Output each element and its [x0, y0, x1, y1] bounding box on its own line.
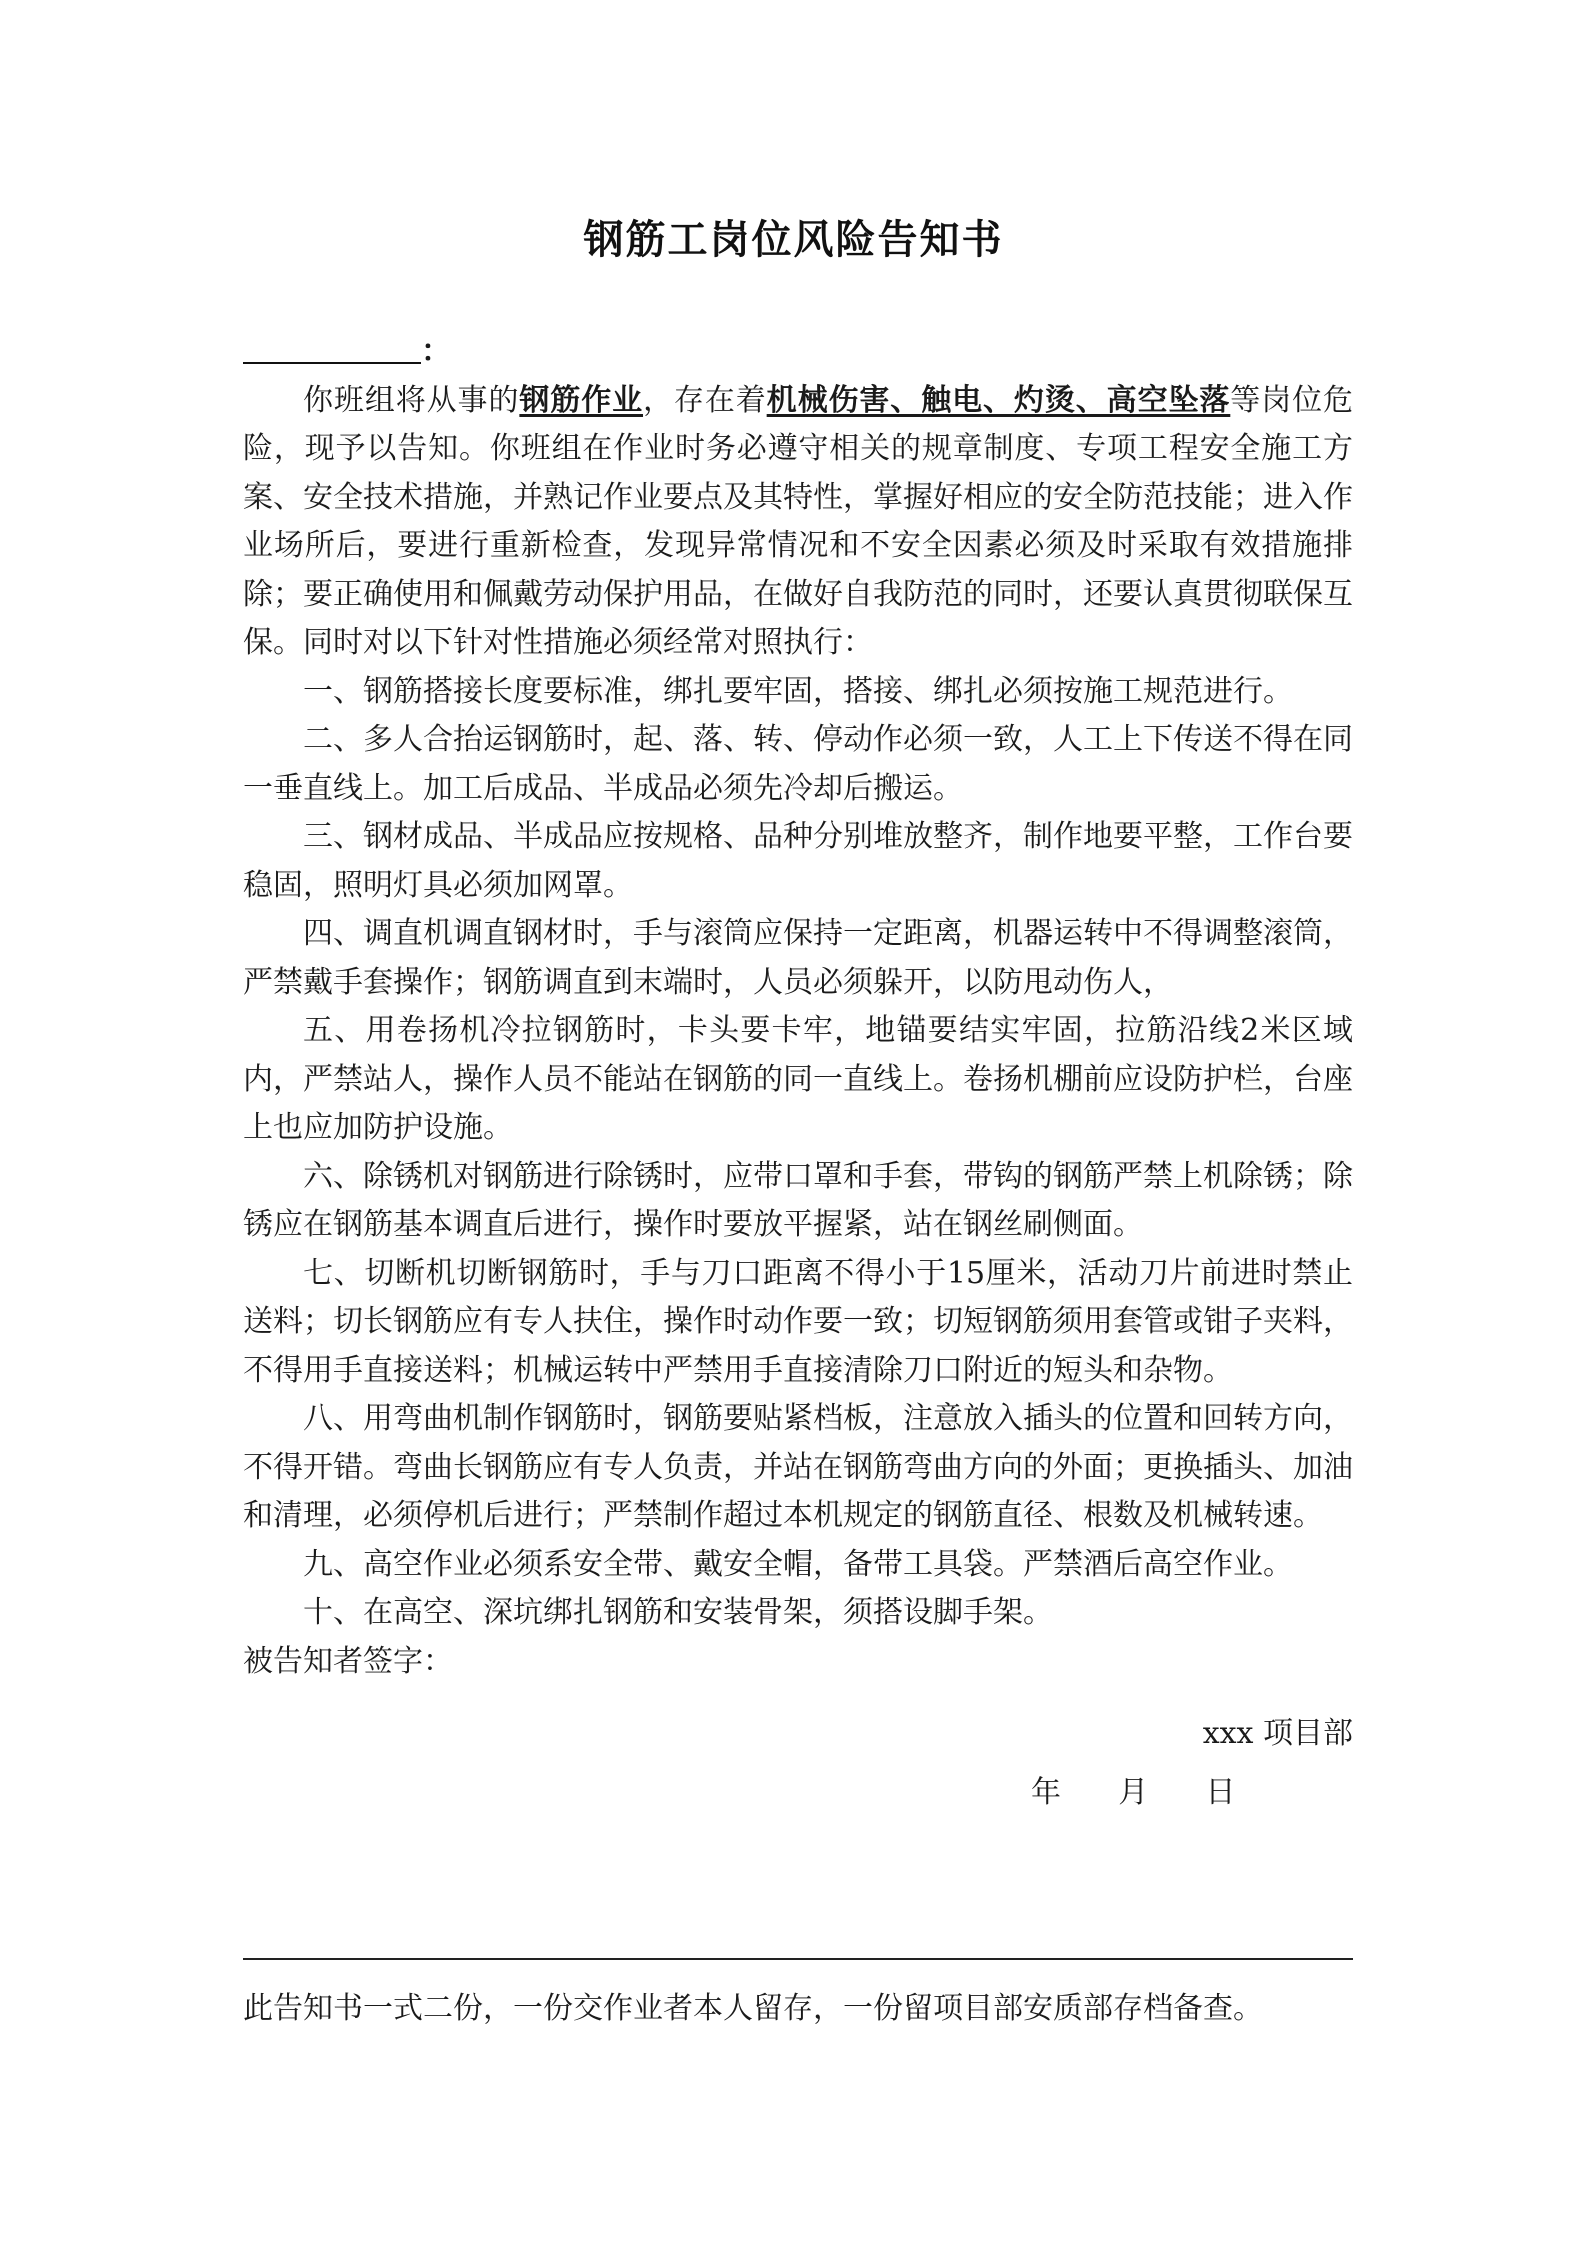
- signature-label: 被告知者签字：: [243, 1643, 453, 1679]
- date-month: 月: [1118, 1774, 1149, 1810]
- measure-item-1: 一、钢筋搭接长度要标准，绑扎要牢固，搭接、绑扎必须按施工规范进行。: [303, 673, 1293, 709]
- intro-text-3: 等岗位危险，现予以告知。你班组在作业时务必遵守相关的规章制度、专项工程安全施工方案、安全技术措施，并熟记作业要点及其特性，掌握好相应的安全防范技能；进入作业场所后，要进行重新检查，发现异常情况和不安全因素必须及时采取有效措施排除；要正确使用和佩戴劳动保护用品，在做好自我防范的同时，还要认真贯彻联保互保。同时对以下针对性措施必须经常对照执行：: [243, 382, 1354, 660]
- addressee-line: [243, 328, 1353, 377]
- hazards-highlight: 机械伤害、触电、灼烫、高空坠落: [766, 382, 1231, 418]
- measure-item-4: 四、调直机调直钢材时，手与滚筒应保持一定距离，机器运转中不得调整滚筒，严禁戴手套操作；钢筋调直到末端时，人员必须躲开，以防甩动伤人，: [243, 916, 1353, 1000]
- measure-item-10: 十、在高空、深坑绑扎钢筋和安装骨架，须搭设脚手架。: [303, 1595, 1053, 1630]
- measure-item-7: 七、切断机切断钢筋时，手与刀口距离不得小于15厘米，活动刀片前进时禁止送料；切长钢筋应有专人扶住，操作时动作要一致；切短钢筋须用套管或钳子夹料，不得用手直接送料；机械运转中严禁用手直接清除刀口附近的短头和杂物。: [243, 1255, 1353, 1388]
- measure-item-6: 六、除锈机对钢筋进行除锈时，应带口罩和手套，带钩的钢筋严禁上机除锈；除锈应在钢筋基本调直后进行，操作时要放平握紧，站在钢丝刷侧面。: [243, 1158, 1353, 1242]
- addressee-colon: ：: [421, 334, 451, 369]
- addressee-blank: [243, 328, 421, 364]
- intro-paragraph: [243, 377, 1353, 668]
- measure-item-9: 九、高空作业必须系安全带、戴安全帽，备带工具袋。严禁酒后高空作业。: [303, 1546, 1293, 1582]
- footer-divider: [243, 1958, 1353, 1960]
- measure-item-8: 八、用弯曲机制作钢筋时，钢筋要贴紧档板，注意放入插头的位置和回转方向，不得开错。弯曲长钢筋应有专人负责，并站在钢筋弯曲方向的外面；更换插头、加油和清理，必须停机后进行；严禁制作超过本机规定的钢筋直径、根数及机械转速。: [243, 1401, 1353, 1533]
- document-body: [243, 328, 1353, 1817]
- organization-name: xxx 项目部: [1202, 1716, 1353, 1751]
- measure-item-2: 二、多人合抬运钢筋时，起、落、转、停动作必须一致，人工上下传送不得在同一垂直线上。加工后成品、半成品必须先冷却后搬运。: [243, 722, 1353, 806]
- footnote: 此告知书一式二份，一份交作业者本人留存，一份留项目部安质部存档备查。: [243, 1991, 1263, 2026]
- date-year: 年: [1031, 1774, 1061, 1810]
- date-line: [243, 1769, 1353, 1818]
- measure-item-3: 三、钢材成品、半成品应按规格、品种分别堆放整齐，制作地要平整，工作台要稳固，照明灯具必须加网罩。: [243, 819, 1353, 903]
- work-type-highlight: 钢筋作业: [519, 382, 644, 418]
- intro-text-2: ，存在着: [643, 382, 767, 418]
- document-title: 钢筋工岗位风险告知书: [583, 216, 1004, 263]
- date-day: 日: [1205, 1774, 1236, 1810]
- intro-text-1: 你班组将从事的: [303, 382, 520, 418]
- measure-item-5: 五、用卷扬机冷拉钢筋时，卡头要卡牢，地锚要结实牢固，拉筋沿线2米区域内，严禁站人，操作人员不能站在钢筋的同一直线上。卷扬机棚前应设防护栏，台座上也应加防护设施。: [243, 1013, 1353, 1145]
